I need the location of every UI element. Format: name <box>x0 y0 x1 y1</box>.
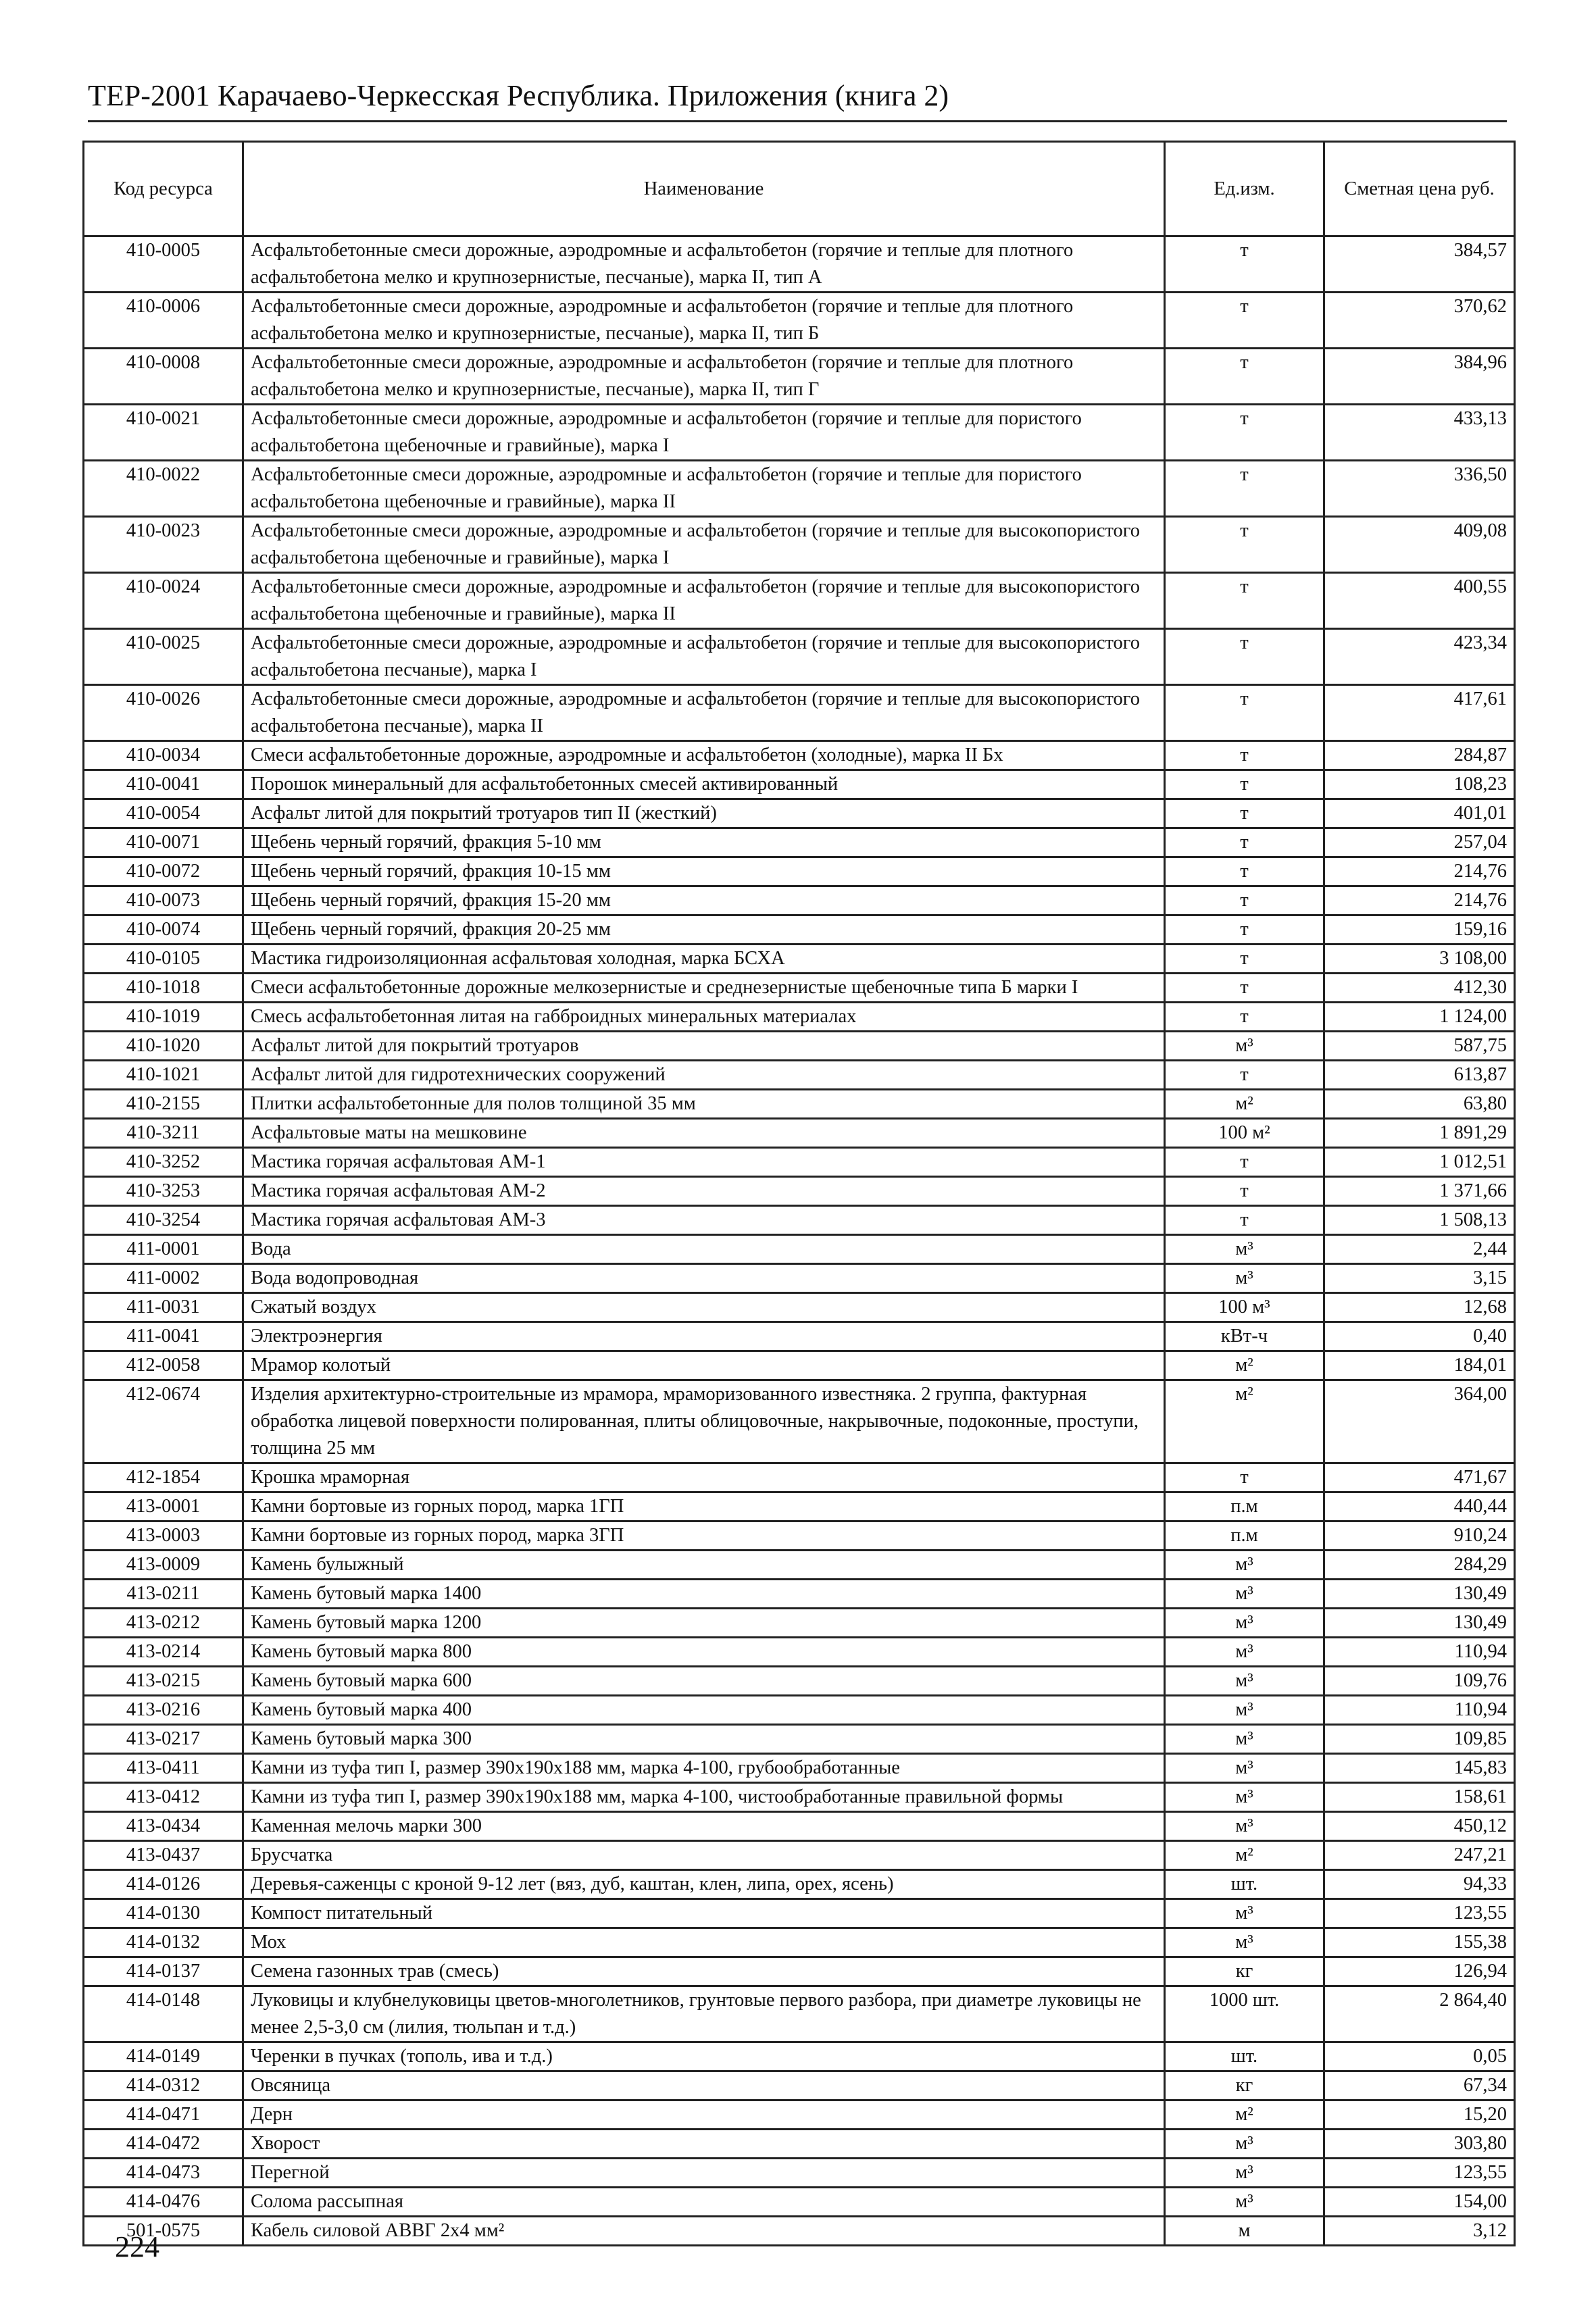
cell-code: 410-0026 <box>84 685 243 741</box>
table-row <box>84 1551 1515 1580</box>
cell-unit: м³ <box>1165 2188 1324 2217</box>
table-row <box>84 770 1515 799</box>
cell-price: 214,76 <box>1324 886 1515 915</box>
cell-price: 94,33 <box>1324 1870 1515 1899</box>
page-number: 224 <box>115 2230 159 2263</box>
cell-code: 414-0312 <box>84 2071 243 2101</box>
table-row <box>84 1380 1515 1463</box>
cell-unit: м³ <box>1165 1551 1324 1580</box>
cell-name: Порошок минеральный для асфальтобетонных смесей активированный <box>243 770 1165 799</box>
cell-name: Смесь асфальтобетонная литая на габброидных минеральных материалах <box>243 1003 1165 1032</box>
cell-name: Перегной <box>243 2159 1165 2188</box>
cell-price: 158,61 <box>1324 1783 1515 1812</box>
cell-name: Камень бутовый марка 800 <box>243 1638 1165 1667</box>
cell-code: 410-0074 <box>84 915 243 945</box>
cell-unit: т <box>1165 349 1324 405</box>
cell-name: Асфальт литой для гидротехнических сооружений <box>243 1061 1165 1090</box>
cell-code: 410-1020 <box>84 1032 243 1061</box>
table-row <box>84 573 1515 629</box>
cell-code: 414-0130 <box>84 1899 243 1928</box>
table-row <box>84 1580 1515 1609</box>
cell-unit: т <box>1165 770 1324 799</box>
cell-name: Каменная мелочь марки 300 <box>243 1812 1165 1841</box>
cell-price: 1 891,29 <box>1324 1119 1515 1148</box>
cell-price: 364,00 <box>1324 1380 1515 1463</box>
cell-price: 384,57 <box>1324 236 1515 293</box>
cell-code: 412-0674 <box>84 1380 243 1463</box>
cell-unit: 100 м² <box>1165 1119 1324 1148</box>
cell-name: Камень бутовый марка 300 <box>243 1725 1165 1754</box>
cell-code: 413-0212 <box>84 1609 243 1638</box>
cell-code: 410-0025 <box>84 629 243 685</box>
cell-code: 414-0126 <box>84 1870 243 1899</box>
column-header-name: Наименование <box>243 142 1165 236</box>
cell-name: Компост питательный <box>243 1899 1165 1928</box>
cell-unit: шт. <box>1165 2042 1324 2071</box>
table-row <box>84 1725 1515 1754</box>
cell-unit: т <box>1165 293 1324 349</box>
column-header-code: Код ресурса <box>84 142 243 236</box>
cell-price: 336,50 <box>1324 461 1515 517</box>
table-row <box>84 2042 1515 2071</box>
cell-price: 450,12 <box>1324 1812 1515 1841</box>
cell-price: 1 371,66 <box>1324 1177 1515 1206</box>
cell-name: Камни из туфа тип I, размер 390х190х188 мм, марка 4-100, чистообработанные правильной формы <box>243 1783 1165 1812</box>
cell-code: 413-0437 <box>84 1841 243 1870</box>
table-row <box>84 1638 1515 1667</box>
cell-name: Асфальтобетонные смеси дорожные, аэродромные и асфальтобетон (горячие и теплые для высокопористого асфальтобетона щебеночные и гравийные), марка I <box>243 517 1165 573</box>
table-row <box>84 886 1515 915</box>
cell-price: 284,87 <box>1324 741 1515 770</box>
cell-price: 409,08 <box>1324 517 1515 573</box>
cell-price: 417,61 <box>1324 685 1515 741</box>
cell-unit: м³ <box>1165 1264 1324 1293</box>
cell-code: 414-0473 <box>84 2159 243 2188</box>
cell-price: 423,34 <box>1324 629 1515 685</box>
cell-price: 214,76 <box>1324 857 1515 886</box>
table-row <box>84 293 1515 349</box>
cell-price: 110,94 <box>1324 1696 1515 1725</box>
cell-code: 410-0008 <box>84 349 243 405</box>
table-row <box>84 2159 1515 2188</box>
table-row <box>84 974 1515 1003</box>
cell-name: Смеси асфальтобетонные дорожные, аэродромные и асфальтобетон (холодные), марка II Бх <box>243 741 1165 770</box>
cell-unit: т <box>1165 236 1324 293</box>
cell-unit: т <box>1165 685 1324 741</box>
cell-price: 3,15 <box>1324 1264 1515 1293</box>
cell-unit: м³ <box>1165 2130 1324 2159</box>
cell-code: 410-0005 <box>84 236 243 293</box>
cell-price: 15,20 <box>1324 2101 1515 2130</box>
cell-price: 1 124,00 <box>1324 1003 1515 1032</box>
cell-name: Асфальтовые маты на мешковине <box>243 1119 1165 1148</box>
table-row <box>84 1119 1515 1148</box>
cell-name: Щебень черный горячий, фракция 10-15 мм <box>243 857 1165 886</box>
cell-price: 303,80 <box>1324 2130 1515 2159</box>
table-row <box>84 1609 1515 1638</box>
table-row <box>84 2101 1515 2130</box>
table-row <box>84 1841 1515 1870</box>
cell-price: 257,04 <box>1324 828 1515 857</box>
cell-name: Камень бутовый марка 400 <box>243 1696 1165 1725</box>
table-row <box>84 236 1515 293</box>
cell-unit: м² <box>1165 2101 1324 2130</box>
cell-price: 12,68 <box>1324 1293 1515 1322</box>
cell-name: Кабель силовой АВВГ 2х4 мм² <box>243 2217 1165 2246</box>
cell-code: 411-0031 <box>84 1293 243 1322</box>
cell-price: 126,94 <box>1324 1957 1515 1986</box>
table-row <box>84 1696 1515 1725</box>
table-row <box>84 405 1515 461</box>
table-row <box>84 1754 1515 1783</box>
cell-name: Асфальт литой для покрытий тротуаров <box>243 1032 1165 1061</box>
column-header-price: Сметная цена руб. <box>1324 142 1515 236</box>
cell-name: Смеси асфальтобетонные дорожные мелкозернистые и среднезернистые щебеночные типа Б марки I <box>243 974 1165 1003</box>
cell-name: Электроэнергия <box>243 1322 1165 1351</box>
cell-name: Хворост <box>243 2130 1165 2159</box>
cell-price: 284,29 <box>1324 1551 1515 1580</box>
cell-price: 613,87 <box>1324 1061 1515 1090</box>
cell-code: 411-0002 <box>84 1264 243 1293</box>
table-row <box>84 1463 1515 1492</box>
cell-price: 400,55 <box>1324 573 1515 629</box>
cell-code: 410-0023 <box>84 517 243 573</box>
cell-code: 410-0022 <box>84 461 243 517</box>
cell-name: Камень бутовый марка 600 <box>243 1667 1165 1696</box>
cell-code: 414-0148 <box>84 1986 243 2042</box>
table-row <box>84 1351 1515 1380</box>
cell-price: 910,24 <box>1324 1521 1515 1551</box>
cell-price: 587,75 <box>1324 1032 1515 1061</box>
table-row <box>84 349 1515 405</box>
cell-unit: т <box>1165 1206 1324 1235</box>
cell-price: 0,05 <box>1324 2042 1515 2071</box>
cell-name: Асфальтобетонные смеси дорожные, аэродромные и асфальтобетон (горячие и теплые для плотного асфальтобетона мелко и крупнозернистые, песчаные), марка II, тип Г <box>243 349 1165 405</box>
cell-name: Щебень черный горячий, фракция 20-25 мм <box>243 915 1165 945</box>
cell-code: 410-0021 <box>84 405 243 461</box>
column-header-unit: Ед.изм. <box>1165 142 1324 236</box>
cell-code: 414-0471 <box>84 2101 243 2130</box>
cell-unit: м³ <box>1165 2159 1324 2188</box>
cell-code: 413-0217 <box>84 1725 243 1754</box>
cell-name: Мрамор колотый <box>243 1351 1165 1380</box>
cell-name: Мастика гидроизоляционная асфальтовая холодная, марка БСХА <box>243 945 1165 974</box>
cell-price: 384,96 <box>1324 349 1515 405</box>
cell-code: 413-0216 <box>84 1696 243 1725</box>
cell-unit: т <box>1165 915 1324 945</box>
cell-unit: м³ <box>1165 1609 1324 1638</box>
cell-name: Крошка мраморная <box>243 1463 1165 1492</box>
cell-name: Сжатый воздух <box>243 1293 1165 1322</box>
cell-unit: м² <box>1165 1380 1324 1463</box>
table-row <box>84 1812 1515 1841</box>
cell-name: Щебень черный горячий, фракция 5-10 мм <box>243 828 1165 857</box>
cell-unit: т <box>1165 1148 1324 1177</box>
table-row <box>84 2130 1515 2159</box>
table-row <box>84 1899 1515 1928</box>
page-header: ТЕР-2001 Карачаево-Черкесская Республика. Приложения (книга 2) <box>88 76 1507 122</box>
cell-unit: т <box>1165 461 1324 517</box>
cell-code: 410-3211 <box>84 1119 243 1148</box>
cell-price: 1 012,51 <box>1324 1148 1515 1177</box>
cell-code: 410-0041 <box>84 770 243 799</box>
cell-unit: т <box>1165 1003 1324 1032</box>
cell-price: 154,00 <box>1324 2188 1515 2217</box>
cell-name: Деревья-саженцы с кроной 9-12 лет (вяз, дуб, каштан, клен, липа, орех, ясень) <box>243 1870 1165 1899</box>
cell-code: 413-0214 <box>84 1638 243 1667</box>
cell-unit: м³ <box>1165 1725 1324 1754</box>
cell-name: Солома рассыпная <box>243 2188 1165 2217</box>
cell-name: Луковицы и клубнелуковицы цветов-многолетников, грунтовые первого разбора, при диаметре луковицы не менее 2,5-3,0 см (лилия, тюльпан и т.д.) <box>243 1986 1165 2042</box>
cell-unit: т <box>1165 886 1324 915</box>
table-row <box>84 461 1515 517</box>
cell-price: 0,40 <box>1324 1322 1515 1351</box>
table-row <box>84 945 1515 974</box>
cell-code: 413-0411 <box>84 1754 243 1783</box>
cell-unit: т <box>1165 945 1324 974</box>
cell-unit: м³ <box>1165 1783 1324 1812</box>
cell-name: Щебень черный горячий, фракция 15-20 мм <box>243 886 1165 915</box>
cell-code: 410-0034 <box>84 741 243 770</box>
table-row <box>84 1957 1515 1986</box>
table-row <box>84 1870 1515 1899</box>
cell-unit: кг <box>1165 2071 1324 2101</box>
cell-price: 471,67 <box>1324 1463 1515 1492</box>
cell-code: 410-0054 <box>84 799 243 828</box>
cell-code: 413-0003 <box>84 1521 243 1551</box>
table-row <box>84 1235 1515 1264</box>
cell-code: 414-0472 <box>84 2130 243 2159</box>
cell-price: 401,01 <box>1324 799 1515 828</box>
cell-unit: м³ <box>1165 1928 1324 1957</box>
cell-name: Асфальтобетонные смеси дорожные, аэродромные и асфальтобетон (горячие и теплые для пористого асфальтобетона щебеночные и гравийные), марка II <box>243 461 1165 517</box>
cell-unit: м³ <box>1165 1580 1324 1609</box>
cell-price: 184,01 <box>1324 1351 1515 1380</box>
cell-name: Вода <box>243 1235 1165 1264</box>
cell-unit: м³ <box>1165 1638 1324 1667</box>
cell-code: 414-0476 <box>84 2188 243 2217</box>
cell-name: Овсяница <box>243 2071 1165 2101</box>
table-row <box>84 1177 1515 1206</box>
cell-unit: м³ <box>1165 1667 1324 1696</box>
cell-price: 1 508,13 <box>1324 1206 1515 1235</box>
cell-price: 159,16 <box>1324 915 1515 945</box>
cell-unit: т <box>1165 573 1324 629</box>
cell-price: 109,76 <box>1324 1667 1515 1696</box>
table-row <box>84 517 1515 573</box>
cell-name: Асфальтобетонные смеси дорожные, аэродромные и асфальтобетон (горячие и теплые для плотного асфальтобетона мелко и крупнозернистые, песчаные), марка II, тип А <box>243 236 1165 293</box>
table-row <box>84 857 1515 886</box>
cell-price: 63,80 <box>1324 1090 1515 1119</box>
cell-code: 413-0434 <box>84 1812 243 1841</box>
table-row <box>84 1667 1515 1696</box>
table-row <box>84 741 1515 770</box>
cell-code: 414-0137 <box>84 1957 243 1986</box>
cell-code: 414-0132 <box>84 1928 243 1957</box>
cell-name: Камни бортовые из горных пород, марка 1ГП <box>243 1492 1165 1521</box>
cell-unit: кВт-ч <box>1165 1322 1324 1351</box>
cell-name: Мастика горячая асфальтовая АМ-3 <box>243 1206 1165 1235</box>
cell-unit: т <box>1165 857 1324 886</box>
cell-unit: м³ <box>1165 1754 1324 1783</box>
cell-code: 413-0009 <box>84 1551 243 1580</box>
cell-code: 412-0058 <box>84 1351 243 1380</box>
cell-name: Асфальтобетонные смеси дорожные, аэродромные и асфальтобетон (горячие и теплые для плотного асфальтобетона мелко и крупнозернистые, песчаные), марка II, тип Б <box>243 293 1165 349</box>
cell-unit: м <box>1165 2217 1324 2246</box>
cell-price: 155,38 <box>1324 1928 1515 1957</box>
cell-price: 370,62 <box>1324 293 1515 349</box>
cell-unit: м² <box>1165 1841 1324 1870</box>
cell-price: 145,83 <box>1324 1754 1515 1783</box>
cell-unit: м³ <box>1165 1032 1324 1061</box>
cell-code: 410-1021 <box>84 1061 243 1090</box>
cell-price: 123,55 <box>1324 2159 1515 2188</box>
cell-price: 67,34 <box>1324 2071 1515 2101</box>
table-row <box>84 1148 1515 1177</box>
table-row <box>84 1521 1515 1551</box>
cell-code: 410-0105 <box>84 945 243 974</box>
cell-code: 412-1854 <box>84 1463 243 1492</box>
table-row <box>84 1032 1515 1061</box>
cell-code: 501-0575 <box>84 2217 243 2246</box>
cell-unit: т <box>1165 405 1324 461</box>
cell-name: Асфальтобетонные смеси дорожные, аэродромные и асфальтобетон (горячие и теплые для высокопористого асфальтобетона щебеночные и гравийные), марка II <box>243 573 1165 629</box>
cell-name: Асфальтобетонные смеси дорожные, аэродромные и асфальтобетон (горячие и теплые для пористого асфальтобетона щебеночные и гравийные), марка I <box>243 405 1165 461</box>
cell-unit: м³ <box>1165 1696 1324 1725</box>
cell-name: Камень бутовый марка 1400 <box>243 1580 1165 1609</box>
cell-price: 2,44 <box>1324 1235 1515 1264</box>
cell-code: 410-1019 <box>84 1003 243 1032</box>
cell-name: Камень бутовый марка 1200 <box>243 1609 1165 1638</box>
cell-unit: т <box>1165 1463 1324 1492</box>
cell-unit: 100 м³ <box>1165 1293 1324 1322</box>
cell-unit: т <box>1165 828 1324 857</box>
cell-unit: м² <box>1165 1090 1324 1119</box>
cell-price: 109,85 <box>1324 1725 1515 1754</box>
cell-name: Камни из туфа тип I, размер 390х190х188 мм, марка 4-100, грубообработанные <box>243 1754 1165 1783</box>
table-row <box>84 2217 1515 2246</box>
cell-unit: м³ <box>1165 1899 1324 1928</box>
cell-unit: м³ <box>1165 1235 1324 1264</box>
cell-unit: 1000 шт. <box>1165 1986 1324 2042</box>
cell-unit: п.м <box>1165 1492 1324 1521</box>
cell-price: 412,30 <box>1324 974 1515 1003</box>
table-row <box>84 915 1515 945</box>
cell-price: 247,21 <box>1324 1841 1515 1870</box>
cell-price: 3 108,00 <box>1324 945 1515 974</box>
cell-unit: т <box>1165 1061 1324 1090</box>
cell-name: Брусчатка <box>243 1841 1165 1870</box>
table-row <box>84 1928 1515 1957</box>
cell-code: 410-0071 <box>84 828 243 857</box>
table-row <box>84 685 1515 741</box>
cell-unit: т <box>1165 974 1324 1003</box>
table-body <box>84 236 1515 2246</box>
table-row <box>84 1264 1515 1293</box>
cell-name: Мастика горячая асфальтовая АМ-2 <box>243 1177 1165 1206</box>
cell-name: Изделия архитектурно-строительные из мрамора, мраморизованного известняка. 2 группа, фактурная обработка лицевой поверхности полированная, плиты облицовочные, накрывочные, подоконные, проступи, толщина 25 мм <box>243 1380 1165 1463</box>
cell-code: 410-3254 <box>84 1206 243 1235</box>
cell-unit: т <box>1165 741 1324 770</box>
table-row <box>84 1090 1515 1119</box>
table-row <box>84 2188 1515 2217</box>
cell-name: Семена газонных трав (смесь) <box>243 1957 1165 1986</box>
cell-code: 410-0006 <box>84 293 243 349</box>
cell-code: 410-3253 <box>84 1177 243 1206</box>
cell-price: 2 864,40 <box>1324 1986 1515 2042</box>
table-row <box>84 1492 1515 1521</box>
table-row <box>84 1293 1515 1322</box>
cell-code: 413-0215 <box>84 1667 243 1696</box>
cell-price: 123,55 <box>1324 1899 1515 1928</box>
price-table <box>82 141 1516 2246</box>
cell-price: 110,94 <box>1324 1638 1515 1667</box>
table-row <box>84 1322 1515 1351</box>
cell-price: 108,23 <box>1324 770 1515 799</box>
cell-code: 413-0001 <box>84 1492 243 1521</box>
cell-price: 433,13 <box>1324 405 1515 461</box>
table-row <box>84 629 1515 685</box>
cell-unit: м² <box>1165 1351 1324 1380</box>
cell-unit: п.м <box>1165 1521 1324 1551</box>
table-row <box>84 828 1515 857</box>
cell-code: 410-0073 <box>84 886 243 915</box>
cell-code: 410-3252 <box>84 1148 243 1177</box>
cell-unit: шт. <box>1165 1870 1324 1899</box>
cell-code: 413-0412 <box>84 1783 243 1812</box>
cell-name: Асфальтобетонные смеси дорожные, аэродромные и асфальтобетон (горячие и теплые для высокопористого асфальтобетона песчаные), марка I <box>243 629 1165 685</box>
cell-code: 411-0041 <box>84 1322 243 1351</box>
cell-code: 410-1018 <box>84 974 243 1003</box>
cell-unit: т <box>1165 517 1324 573</box>
cell-name: Черенки в пучках (тополь, ива и т.д.) <box>243 2042 1165 2071</box>
cell-unit: т <box>1165 799 1324 828</box>
cell-code: 413-0211 <box>84 1580 243 1609</box>
table-row <box>84 1206 1515 1235</box>
table-row <box>84 1003 1515 1032</box>
table-row <box>84 799 1515 828</box>
table-row <box>84 2071 1515 2101</box>
cell-unit: т <box>1165 629 1324 685</box>
cell-price: 440,44 <box>1324 1492 1515 1521</box>
cell-code: 410-0024 <box>84 573 243 629</box>
cell-code: 410-0072 <box>84 857 243 886</box>
cell-name: Мох <box>243 1928 1165 1957</box>
cell-price: 3,12 <box>1324 2217 1515 2246</box>
cell-name: Асфальтобетонные смеси дорожные, аэродромные и асфальтобетон (горячие и теплые для высокопористого асфальтобетона песчаные), марка II <box>243 685 1165 741</box>
cell-price: 130,49 <box>1324 1580 1515 1609</box>
cell-name: Камень булыжный <box>243 1551 1165 1580</box>
cell-name: Вода водопроводная <box>243 1264 1165 1293</box>
table-row <box>84 1986 1515 2042</box>
cell-price: 130,49 <box>1324 1609 1515 1638</box>
table-header-row <box>84 142 1515 236</box>
cell-name: Асфальт литой для покрытий тротуаров тип II (жесткий) <box>243 799 1165 828</box>
cell-code: 414-0149 <box>84 2042 243 2071</box>
table-row <box>84 1061 1515 1090</box>
cell-name: Дерн <box>243 2101 1165 2130</box>
cell-name: Мастика горячая асфальтовая АМ-1 <box>243 1148 1165 1177</box>
cell-unit: т <box>1165 1177 1324 1206</box>
cell-code: 411-0001 <box>84 1235 243 1264</box>
cell-name: Камни бортовые из горных пород, марка 3ГП <box>243 1521 1165 1551</box>
cell-name: Плитки асфальтобетонные для полов толщиной 35 мм <box>243 1090 1165 1119</box>
cell-code: 410-2155 <box>84 1090 243 1119</box>
cell-unit: кг <box>1165 1957 1324 1986</box>
cell-unit: м³ <box>1165 1812 1324 1841</box>
table-row <box>84 1783 1515 1812</box>
